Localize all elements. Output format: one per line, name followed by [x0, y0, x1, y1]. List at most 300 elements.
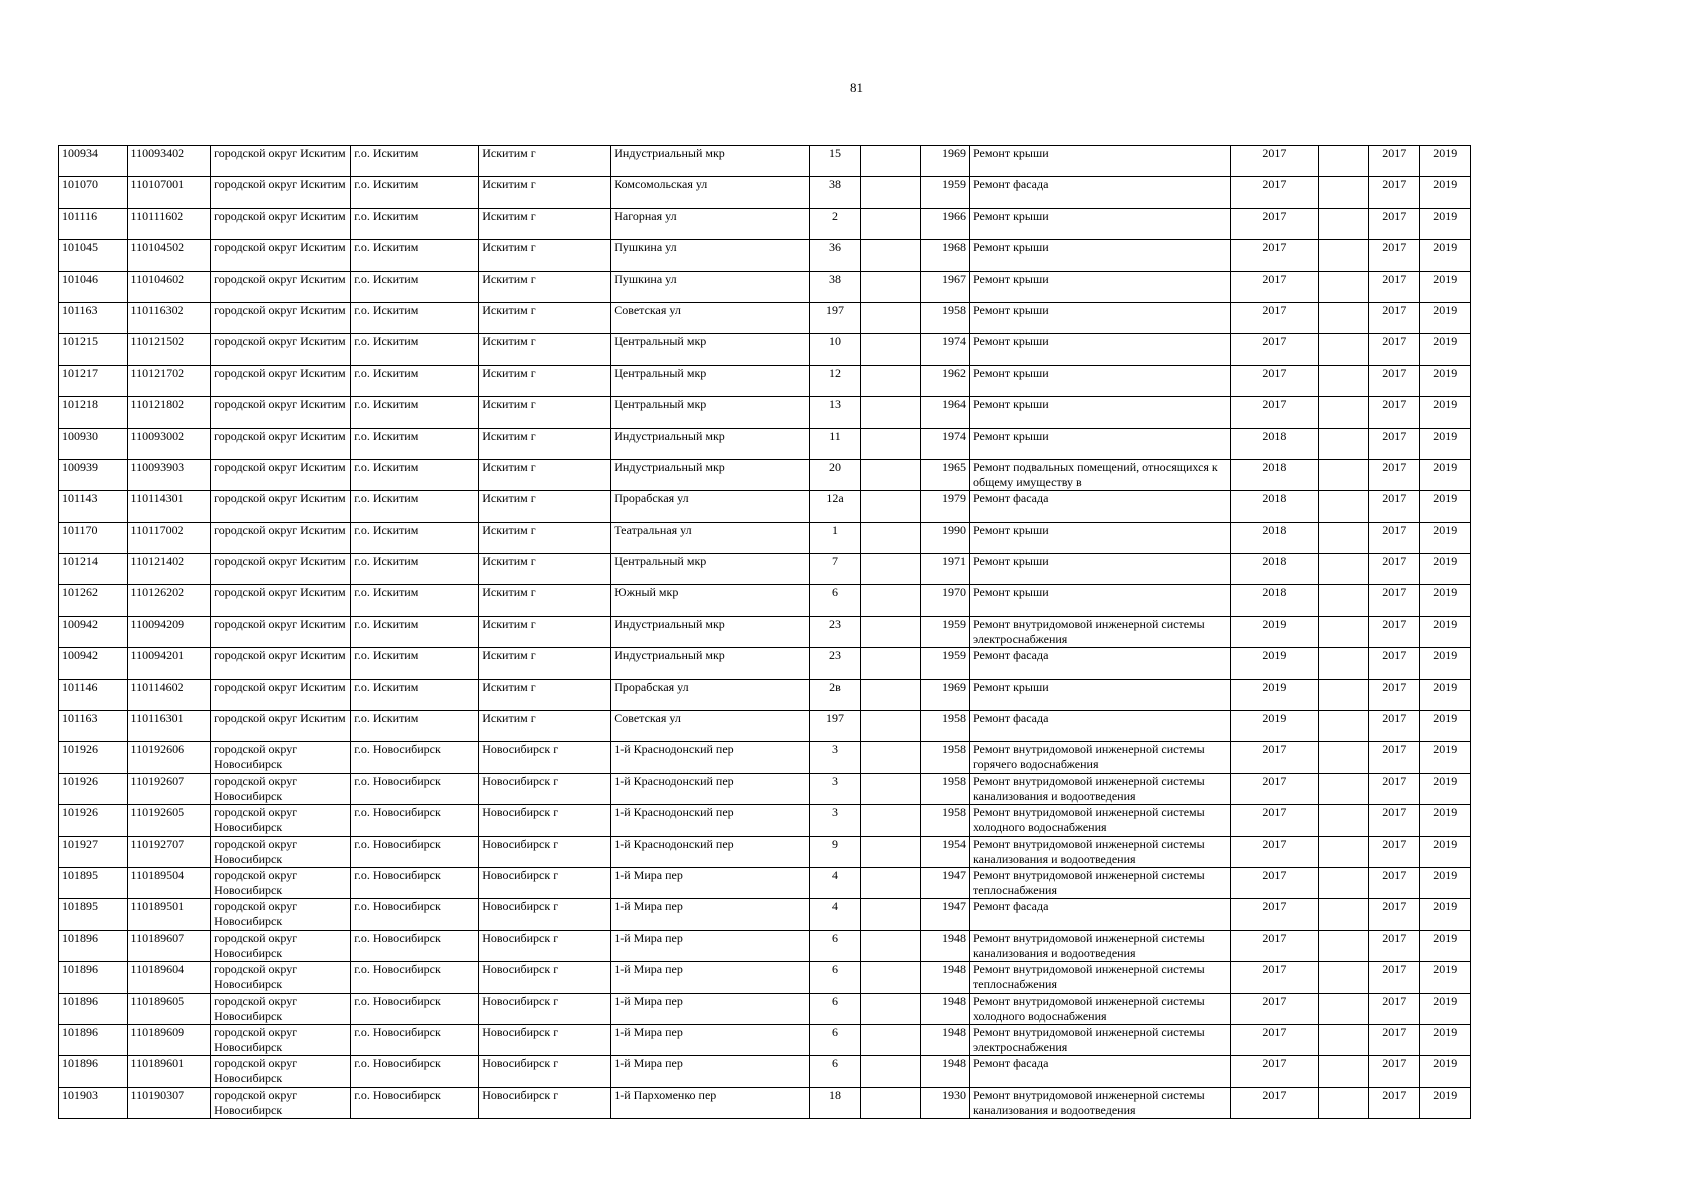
street-cell: [611, 334, 810, 365]
plan-year: 2017: [1262, 208, 1287, 223]
street: Пушкина ул: [614, 240, 677, 255]
plan-year-cell: [1231, 554, 1319, 585]
period-start: 2017: [1382, 742, 1407, 757]
district-cell: [351, 711, 479, 742]
house-code-cell: [127, 962, 211, 993]
table-row: [59, 177, 1471, 208]
blank-column-2-cell: [1318, 616, 1368, 647]
house-code: 110121802: [130, 397, 185, 412]
plan-year: 2017: [1262, 334, 1287, 349]
house-number: 2в: [829, 679, 841, 694]
period-end: 2019: [1433, 930, 1458, 945]
period-start: 2017: [1382, 711, 1407, 726]
period-end-cell: [1420, 1087, 1471, 1118]
house-number-cell: [809, 208, 860, 239]
municipality: городской округ Искитим: [214, 585, 346, 600]
locality: Искитим г: [482, 177, 536, 192]
period-start-cell: [1369, 679, 1420, 710]
plan-year: 2018: [1262, 491, 1287, 506]
district: г.о. Искитим: [354, 208, 419, 223]
street: 1-й Краснодонский пер: [614, 805, 734, 820]
house-number: 3: [831, 742, 838, 757]
period-end: 2019: [1433, 271, 1458, 286]
house-code-cell: [127, 459, 211, 490]
blank-column-cell: [861, 836, 920, 867]
build-year-cell: [920, 711, 969, 742]
period-start: 2017: [1382, 459, 1407, 474]
table-row: [59, 930, 1471, 961]
work-type-cell: [970, 930, 1231, 961]
municipality: городской округ Новосибирск: [214, 836, 298, 866]
municipality: городской округ Искитим: [214, 491, 346, 506]
locality-cell: [479, 491, 611, 522]
work-type: Ремонт крыши: [973, 679, 1049, 694]
municipality: городской округ Искитим: [214, 616, 346, 631]
district-cell: [351, 554, 479, 585]
district-cell: [351, 459, 479, 490]
district-cell: [351, 1024, 479, 1055]
record-id-cell: [59, 428, 128, 459]
blank-column-cell: [861, 334, 920, 365]
house-code-cell: [127, 836, 211, 867]
municipality-cell: [211, 522, 351, 553]
district: г.о. Искитим: [354, 302, 419, 317]
locality: Искитим г: [482, 554, 536, 569]
house-code-cell: [127, 1056, 211, 1087]
work-type-cell: [970, 146, 1231, 177]
district-cell: [351, 648, 479, 679]
record-id-cell: [59, 397, 128, 428]
house-code: 110117002: [130, 522, 184, 537]
house-code-cell: [127, 616, 211, 647]
house-code-cell: [127, 397, 211, 428]
house-number: 18: [828, 1087, 841, 1102]
blank-column-2-cell: [1318, 271, 1368, 302]
house-code-cell: [127, 899, 211, 930]
municipality: городской округ Искитим: [214, 271, 346, 286]
record-id-cell: [59, 930, 128, 961]
locality: Искитим г: [482, 648, 536, 663]
locality: Новосибирск г: [482, 836, 559, 851]
table-row: [59, 805, 1471, 836]
street: 1-й Мира пер: [614, 899, 683, 914]
house-number-cell: [809, 428, 860, 459]
period-start-cell: [1369, 1087, 1420, 1118]
record-id: 101046: [62, 271, 98, 286]
table-row: [59, 554, 1471, 585]
district-cell: [351, 428, 479, 459]
plan-year-cell: [1231, 836, 1319, 867]
house-code-cell: [127, 773, 211, 804]
period-start: 2017: [1382, 1056, 1407, 1071]
locality: Искитим г: [482, 146, 536, 160]
house-code-cell: [127, 585, 211, 616]
street-cell: [611, 271, 810, 302]
municipality-cell: [211, 1024, 351, 1055]
period-end: 2019: [1433, 836, 1458, 851]
house-code: 110111602: [130, 208, 184, 223]
house-code-cell: [127, 805, 211, 836]
plan-year-cell: [1231, 930, 1319, 961]
work-type: Ремонт фасада: [973, 177, 1049, 192]
district: г.о. Новосибирск: [354, 962, 441, 977]
work-type-cell: [970, 1024, 1231, 1055]
build-year: 1969: [942, 679, 966, 694]
house-code-cell: [127, 302, 211, 333]
build-year: 1959: [942, 648, 966, 663]
blank-column-2-cell: [1318, 365, 1368, 396]
table-row: [59, 428, 1471, 459]
plan-year: 2017: [1262, 867, 1287, 882]
locality-cell: [479, 240, 611, 271]
street-cell: [611, 962, 810, 993]
house-number-cell: [809, 962, 860, 993]
house-number-cell: [809, 836, 860, 867]
work-type: Ремонт внутридомовой инженерной системы холодного водоснабжения: [973, 993, 1205, 1023]
street-cell: [611, 554, 810, 585]
build-year: 1974: [942, 334, 966, 349]
house-number-cell: [809, 522, 860, 553]
house-number: 197: [825, 302, 844, 317]
house-code-cell: [127, 993, 211, 1024]
work-type-cell: [970, 585, 1231, 616]
house-number: 4: [831, 867, 838, 882]
plan-year-cell: [1231, 648, 1319, 679]
table-row: [59, 899, 1471, 930]
work-type: Ремонт крыши: [973, 240, 1049, 255]
municipality: городской округ Новосибирск: [214, 773, 298, 803]
locality-cell: [479, 271, 611, 302]
period-start-cell: [1369, 365, 1420, 396]
table-row: [59, 365, 1471, 396]
blank-column-2-cell: [1318, 240, 1368, 271]
plan-year-cell: [1231, 1087, 1319, 1118]
municipality-cell: [211, 805, 351, 836]
period-end: 2019: [1433, 773, 1458, 788]
build-year: 1966: [942, 208, 966, 223]
plan-year: 2017: [1262, 365, 1287, 380]
house-code-cell: [127, 867, 211, 898]
district-cell: [351, 899, 479, 930]
record-id: 101070: [62, 177, 98, 192]
plan-year: 2018: [1262, 428, 1287, 443]
period-end-cell: [1420, 867, 1471, 898]
house-code: 110104602: [130, 271, 185, 286]
locality: Новосибирск г: [482, 899, 559, 914]
period-start: 2017: [1382, 522, 1407, 537]
record-id: 101896: [62, 1024, 98, 1039]
work-type-cell: [970, 648, 1231, 679]
locality-cell: [479, 773, 611, 804]
build-year-cell: [920, 1056, 969, 1087]
municipality-cell: [211, 177, 351, 208]
plan-year: 2017: [1262, 742, 1287, 757]
municipality: городской округ Новосибирск: [214, 930, 298, 960]
build-year-cell: [920, 773, 969, 804]
district: г.о. Искитим: [354, 491, 419, 506]
plan-year: 2017: [1262, 962, 1287, 977]
street-cell: [611, 522, 810, 553]
district: г.о. Искитим: [354, 648, 419, 663]
record-id-cell: [59, 679, 128, 710]
work-type: Ремонт крыши: [973, 302, 1049, 317]
record-id: 100930: [62, 428, 98, 443]
period-end-cell: [1420, 616, 1471, 647]
record-id-cell: [59, 899, 128, 930]
blank-column-2-cell: [1318, 1087, 1368, 1118]
municipality: городской округ Искитим: [214, 240, 346, 255]
district: г.о. Новосибирск: [354, 1087, 441, 1102]
record-id: 100939: [62, 459, 98, 474]
street: Советская ул: [614, 302, 681, 317]
locality: Искитим г: [482, 522, 536, 537]
work-type-cell: [970, 365, 1231, 396]
period-end: 2019: [1433, 1024, 1458, 1039]
street: Индустриальный мкр: [614, 146, 725, 160]
house-number-cell: [809, 397, 860, 428]
blank-column-2-cell: [1318, 208, 1368, 239]
locality: Новосибирск г: [482, 773, 559, 788]
work-type-cell: [970, 428, 1231, 459]
blank-column-2-cell: [1318, 428, 1368, 459]
period-end-cell: [1420, 805, 1471, 836]
plan-year: 2017: [1262, 397, 1287, 412]
period-start-cell: [1369, 867, 1420, 898]
house-number-cell: [809, 1087, 860, 1118]
plan-year: 2018: [1262, 459, 1287, 474]
house-number: 9: [831, 836, 838, 851]
house-code-cell: [127, 271, 211, 302]
work-type-cell: [970, 899, 1231, 930]
build-year-cell: [920, 993, 969, 1024]
house-number-cell: [809, 773, 860, 804]
street: Индустриальный мкр: [614, 616, 725, 631]
work-type-cell: [970, 177, 1231, 208]
street: Прорабская ул: [614, 491, 689, 506]
period-end-cell: [1420, 428, 1471, 459]
plan-year: 2019: [1262, 711, 1287, 726]
district: г.о. Новосибирск: [354, 993, 441, 1008]
record-id: 101896: [62, 993, 98, 1008]
period-end: 2019: [1433, 208, 1458, 223]
build-year-cell: [920, 742, 969, 773]
blank-column-cell: [861, 993, 920, 1024]
record-id: 101895: [62, 867, 98, 882]
municipality: городской округ Искитим: [214, 397, 346, 412]
district: г.о. Новосибирск: [354, 867, 441, 882]
work-type: Ремонт крыши: [973, 397, 1049, 412]
house-number: 36: [828, 240, 841, 255]
blank-column-cell: [861, 1024, 920, 1055]
record-id-cell: [59, 459, 128, 490]
record-id-cell: [59, 522, 128, 553]
table-row: [59, 648, 1471, 679]
house-code: 110192605: [130, 805, 185, 820]
house-code: 110192707: [130, 836, 185, 851]
build-year: 1962: [942, 365, 966, 380]
record-id: 101146: [62, 679, 98, 694]
record-id: 100934: [62, 146, 98, 160]
period-start: 2017: [1382, 773, 1407, 788]
work-type: Ремонт фасада: [973, 648, 1049, 663]
blank-column-cell: [861, 240, 920, 271]
district: г.о. Новосибирск: [354, 805, 441, 820]
work-type: Ремонт подвальных помещений, относящихся к общему имуществу в: [973, 459, 1218, 489]
period-end: 2019: [1433, 1087, 1458, 1102]
table-row: [59, 459, 1471, 490]
period-start-cell: [1369, 459, 1420, 490]
page-number: 81: [850, 80, 863, 95]
blank-column-cell: [861, 930, 920, 961]
plan-year-cell: [1231, 208, 1319, 239]
house-code-cell: [127, 240, 211, 271]
build-year: 1968: [942, 240, 966, 255]
record-id-cell: [59, 334, 128, 365]
record-id-cell: [59, 365, 128, 396]
locality-cell: [479, 679, 611, 710]
record-id: 101214: [62, 554, 98, 569]
municipality-cell: [211, 1056, 351, 1087]
blank-column-cell: [861, 208, 920, 239]
locality: Новосибирск г: [482, 867, 559, 882]
blank-column-cell: [861, 365, 920, 396]
work-type-cell: [970, 742, 1231, 773]
street-cell: [611, 805, 810, 836]
municipality-cell: [211, 585, 351, 616]
district-cell: [351, 522, 479, 553]
period-start-cell: [1369, 899, 1420, 930]
house-number-cell: [809, 867, 860, 898]
record-id: 101903: [62, 1087, 98, 1102]
plan-year-cell: [1231, 1024, 1319, 1055]
district: г.о. Искитим: [354, 146, 419, 160]
municipality-cell: [211, 146, 351, 177]
period-start-cell: [1369, 334, 1420, 365]
period-end-cell: [1420, 397, 1471, 428]
record-id: 101116: [62, 208, 98, 223]
record-id: 101217: [62, 365, 98, 380]
house-code: 110126202: [130, 585, 185, 600]
period-start-cell: [1369, 491, 1420, 522]
locality: Искитим г: [482, 365, 536, 380]
locality: Новосибирск г: [482, 993, 559, 1008]
plan-year-cell: [1231, 679, 1319, 710]
period-end-cell: [1420, 1056, 1471, 1087]
municipality-cell: [211, 302, 351, 333]
street-cell: [611, 711, 810, 742]
blank-column-2-cell: [1318, 334, 1368, 365]
house-number: 12а: [826, 491, 844, 506]
build-year: 1964: [942, 397, 966, 412]
locality-cell: [479, 302, 611, 333]
district-cell: [351, 616, 479, 647]
house-number-cell: [809, 146, 860, 177]
record-id-cell: [59, 711, 128, 742]
work-type-cell: [970, 993, 1231, 1024]
district: г.о. Искитим: [354, 177, 419, 192]
plan-year-cell: [1231, 867, 1319, 898]
plan-year-cell: [1231, 993, 1319, 1024]
blank-column-cell: [861, 962, 920, 993]
period-start: 2017: [1382, 177, 1407, 192]
district-cell: [351, 397, 479, 428]
municipality: городской округ Искитим: [214, 208, 346, 223]
period-start-cell: [1369, 1024, 1420, 1055]
blank-column-cell: [861, 679, 920, 710]
house-code: 110189501: [130, 899, 185, 914]
municipality-cell: [211, 616, 351, 647]
blank-column-2-cell: [1318, 522, 1368, 553]
locality: Новосибирск г: [482, 1087, 559, 1102]
house-code: 110189607: [130, 930, 185, 945]
period-start-cell: [1369, 930, 1420, 961]
plan-year-cell: [1231, 428, 1319, 459]
table-row: [59, 1087, 1471, 1118]
municipality: городской округ Новосибирск: [214, 962, 298, 992]
plan-year-cell: [1231, 334, 1319, 365]
build-year: 1979: [942, 491, 966, 506]
build-year-cell: [920, 1024, 969, 1055]
record-id-cell: [59, 773, 128, 804]
street-cell: [611, 1087, 810, 1118]
plan-year-cell: [1231, 177, 1319, 208]
period-end-cell: [1420, 554, 1471, 585]
house-number: 23: [828, 616, 841, 631]
work-type: Ремонт внутридомовой инженерной системы канализования и водоотведения: [973, 1087, 1205, 1117]
locality: Искитим г: [482, 679, 536, 694]
period-end: 2019: [1433, 146, 1458, 160]
blank-column-2-cell: [1318, 302, 1368, 333]
build-year-cell: [920, 240, 969, 271]
street-cell: [611, 365, 810, 396]
municipality-cell: [211, 711, 351, 742]
build-year-cell: [920, 491, 969, 522]
locality-cell: [479, 899, 611, 930]
record-id: 101163: [62, 302, 98, 317]
district-cell: [351, 742, 479, 773]
locality: Новосибирск г: [482, 1024, 559, 1039]
period-end: 2019: [1433, 240, 1458, 255]
period-start: 2017: [1382, 1024, 1407, 1039]
municipality-cell: [211, 648, 351, 679]
district-cell: [351, 679, 479, 710]
period-start-cell: [1369, 208, 1420, 239]
district: г.о. Искитим: [354, 554, 419, 569]
registry-table: [58, 145, 1471, 1119]
district-cell: [351, 146, 479, 177]
record-id: 101926: [62, 742, 98, 757]
build-year-cell: [920, 962, 969, 993]
period-end-cell: [1420, 302, 1471, 333]
period-start-cell: [1369, 428, 1420, 459]
district: г.о. Искитим: [354, 616, 419, 631]
record-id: 101896: [62, 930, 98, 945]
period-end: 2019: [1433, 365, 1458, 380]
district: г.о. Новосибирск: [354, 742, 441, 757]
build-year-cell: [920, 1087, 969, 1118]
blank-column-2-cell: [1318, 459, 1368, 490]
period-start: 2017: [1382, 899, 1407, 914]
build-year-cell: [920, 805, 969, 836]
municipality: городской округ Искитим: [214, 428, 346, 443]
period-start-cell: [1369, 836, 1420, 867]
locality-cell: [479, 962, 611, 993]
blank-column-cell: [861, 491, 920, 522]
blank-column-cell: [861, 867, 920, 898]
street-cell: [611, 397, 810, 428]
municipality-cell: [211, 836, 351, 867]
house-code-cell: [127, 146, 211, 177]
